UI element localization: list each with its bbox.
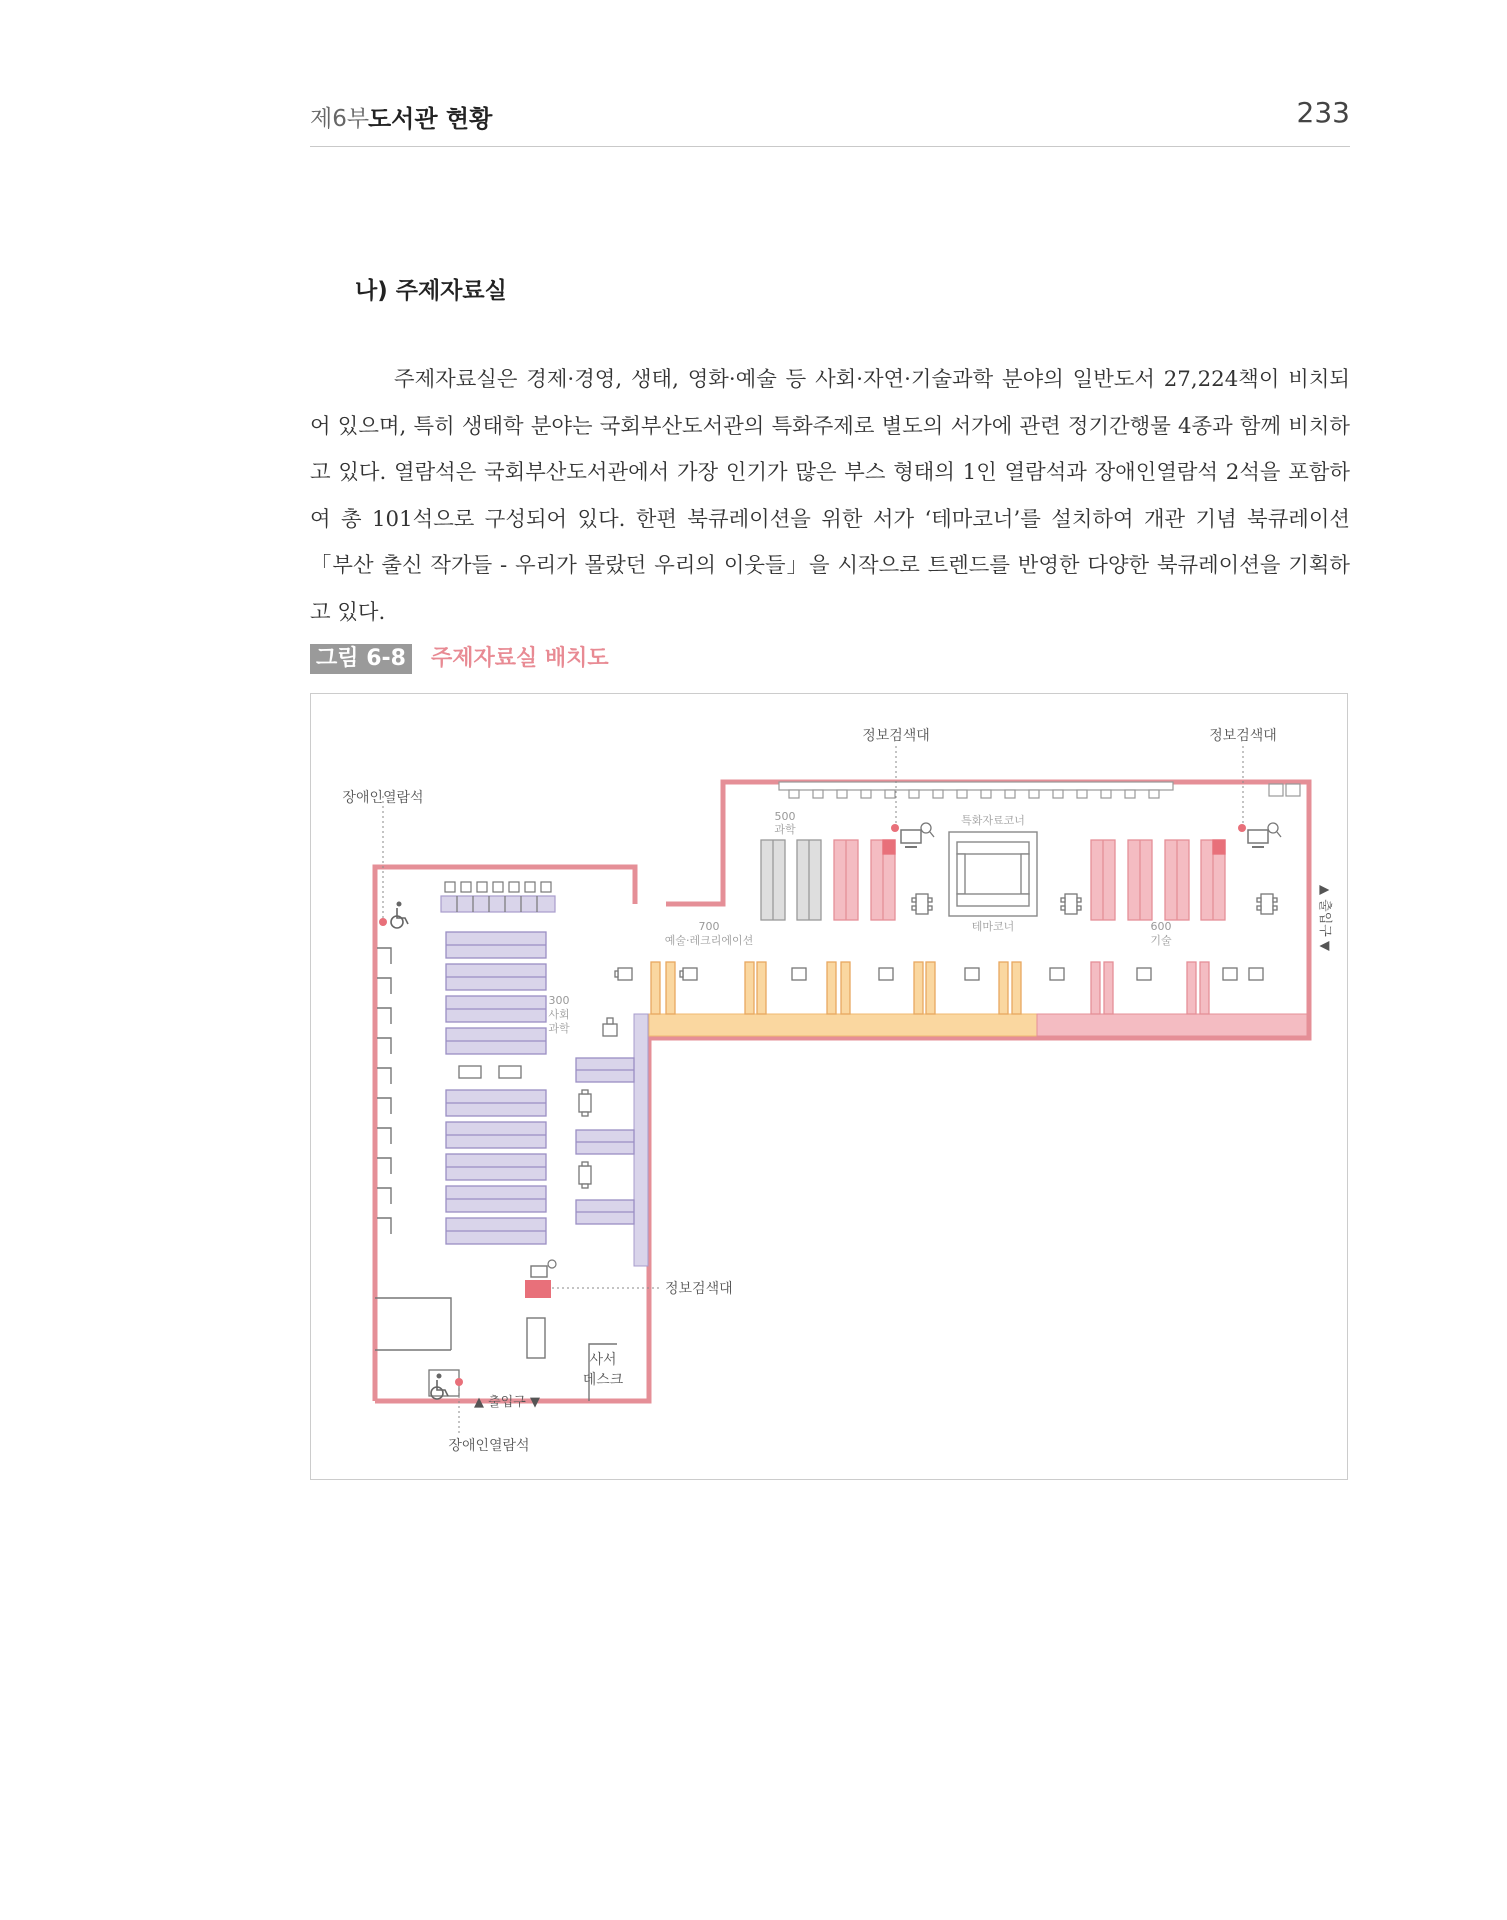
disabled-seat-label-top: 장애인열람석 bbox=[342, 790, 424, 806]
left-top-shelf bbox=[441, 882, 555, 912]
booth-seats bbox=[615, 968, 1263, 980]
floor-plan-figure bbox=[310, 693, 1348, 1480]
band-tech bbox=[1037, 1014, 1307, 1036]
entrance-bottom-label: ▲ 출입구 ▼ bbox=[474, 1395, 540, 1410]
search-desk-label-2: 정보검색대 bbox=[1209, 728, 1277, 744]
figure-title: 주제자료실 배치도 bbox=[431, 646, 609, 671]
shelves-300 bbox=[446, 932, 546, 1244]
special-collection-corner bbox=[949, 832, 1037, 916]
body-paragraph: 주제자료실은 경제·경영, 생태, 영화·예술 등 사회·자연·기술과학 분야의 일반도서 27,224책이 비치되어 있으며, 특히 생태학 분야는 국회부산도서관의 특화주제로 별도의 서가에 관련 정기간행물 4종과 함께 비치하고 있다. 열람석은 국회부산도서관에서 가장 인기가 많은 부스 형태의 1인 열람석과 장애인열람석 2석을 포함하여 총 101석으로 구성되어 있다. 한편 북큐레이션을 위한 서가 ‘테마코너’를 설치하여 개관 기념 북큐레이션 「부산 출신 작가들 - 우리가 몰랐던 우리의 이웃들」을 시작으로 트렌드를 반영한 다양한 북큐레이션을 기획하고 있다. bbox=[310, 367, 1350, 625]
chapter-title: 도서관 현황 bbox=[368, 105, 493, 133]
shelves-600 bbox=[1091, 840, 1225, 920]
search-desk-label-1: 정보검색대 bbox=[862, 728, 930, 744]
zone-500-name: 과학 bbox=[774, 823, 796, 836]
zone-600-name: 기술 bbox=[1150, 934, 1172, 947]
zone-special-label: 특화자료코너 bbox=[961, 814, 1025, 827]
zone-300-name-2: 과학 bbox=[548, 1022, 570, 1035]
page-header bbox=[310, 96, 1350, 147]
band-art bbox=[649, 1014, 1037, 1036]
shelves-mid bbox=[576, 1058, 634, 1224]
lower-left-fixtures bbox=[375, 1298, 617, 1401]
floor-plan bbox=[311, 694, 1347, 1479]
zone-theme-label: 테마코너 bbox=[971, 920, 1015, 933]
divider-shelf bbox=[634, 1014, 648, 1266]
section-title: 나) 주제자료실 bbox=[355, 278, 507, 304]
zone-300-name-1: 사회 bbox=[548, 1008, 570, 1021]
wheelchair-icon-top bbox=[379, 796, 408, 928]
entrance-right-label: ▲ 출입구 ▼ bbox=[1317, 885, 1332, 951]
disabled-seat-label-bottom: 장애인열람석 bbox=[448, 1438, 530, 1454]
zone-700-code: 700 bbox=[698, 920, 720, 933]
zone-500-code: 500 bbox=[774, 810, 796, 823]
zone-700-name: 예술·레크리에이션 bbox=[664, 934, 754, 947]
librarian-desk-label-1: 사서 bbox=[589, 1352, 617, 1368]
shelves-500 bbox=[761, 840, 895, 920]
librarian-desk-label-2: 데스크 bbox=[582, 1372, 624, 1388]
zone-300-code: 300 bbox=[548, 994, 570, 1007]
search-desk-label-3: 정보검색대 bbox=[665, 1281, 733, 1297]
left-wall-carrels bbox=[377, 948, 391, 1234]
part-label: 제6부 bbox=[310, 106, 370, 132]
page-number: 233 bbox=[1296, 96, 1350, 129]
zone-600-code: 600 bbox=[1150, 920, 1172, 933]
figure-label: 그림 6-8 bbox=[310, 644, 412, 674]
